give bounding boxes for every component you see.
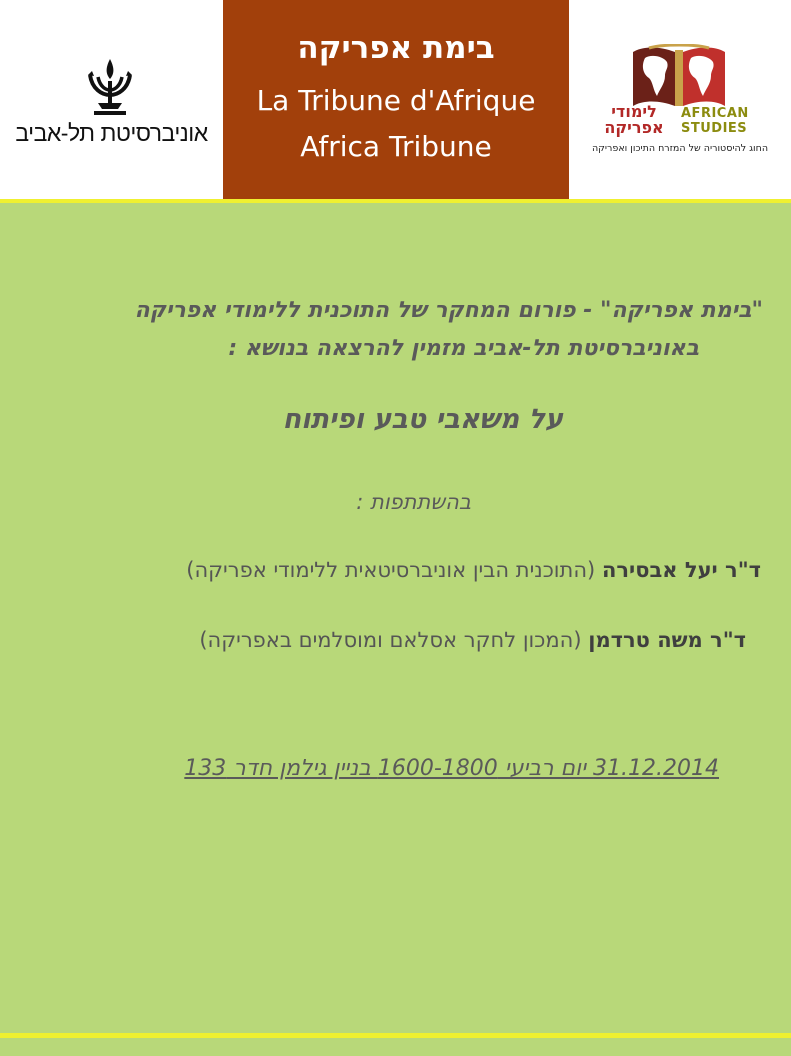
event-details: 31.12.2014 יום רביעי 1600-1800 בניין גילמן חדר 133 bbox=[184, 756, 719, 781]
tribune-title-hebrew: בימת אפריקה bbox=[297, 30, 495, 66]
speaker-2-name: ד"ר משה טרדמן bbox=[588, 628, 746, 652]
africa-map-book-icon bbox=[629, 44, 729, 108]
participation-label: בהשתתפות : bbox=[356, 490, 471, 514]
university-name: אוניברסיטת תל-אביב bbox=[15, 120, 208, 146]
tribune-title-english: Africa Tribune bbox=[300, 130, 492, 163]
intro-line-2: באוניברסיטת תל-אביב מזמין להרצאה בנושא : bbox=[228, 336, 699, 361]
speaker-1 bbox=[186, 558, 761, 582]
african-studies-hebrew: לימודי אפריקה bbox=[604, 102, 664, 137]
department-subtitle: החוג להיסטוריה של המזרח התיכון ואפריקה bbox=[591, 143, 769, 154]
bottom-divider bbox=[0, 1033, 791, 1038]
african-studies-english bbox=[681, 106, 749, 136]
header-banner bbox=[0, 0, 791, 202]
african-studies-logo bbox=[569, 0, 791, 202]
speaker-1-name: ד"ר יעל אבסירה bbox=[601, 558, 761, 582]
menorah-emblem-icon bbox=[84, 57, 136, 119]
african-studies-english-line1: AFRICAN bbox=[681, 106, 749, 121]
speaker-2 bbox=[199, 628, 746, 652]
speaker-2-affiliation: (המכון לחקר אסלאם ומוסלמים באפריקה) bbox=[199, 628, 582, 652]
tribune-title-french: La Tribune d'Afrique bbox=[256, 84, 536, 117]
tribune-banner bbox=[223, 0, 569, 202]
intro-line-1: "בימת אפריקה" - פורום המחקר של התוכנית ללימודי אפריקה bbox=[134, 298, 763, 323]
lecture-topic: על משאבי טבע ופיתוח bbox=[282, 404, 563, 435]
tau-logo bbox=[0, 0, 223, 202]
african-studies-english-line2: STUDIES bbox=[681, 121, 748, 136]
top-divider bbox=[0, 199, 791, 203]
speaker-1-affiliation: (התוכנית הבין אוניברסיטאית ללימודי אפריקה) bbox=[186, 558, 596, 582]
